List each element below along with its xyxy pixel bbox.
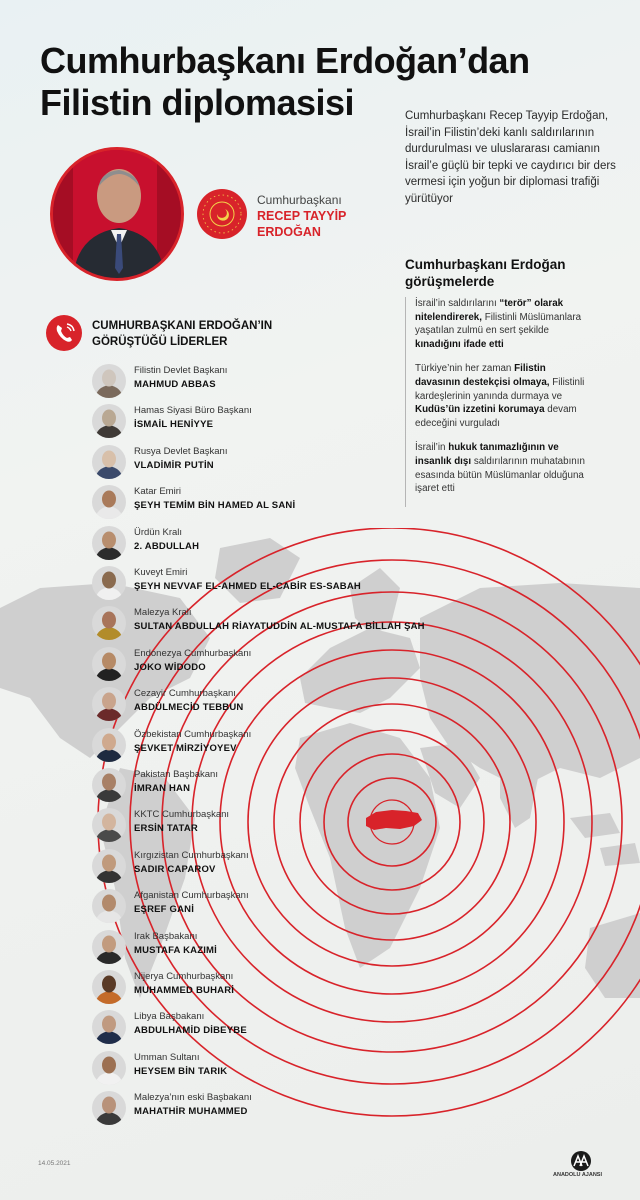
leader-name: ABDULHAMİD DİBEYBE — [134, 1025, 247, 1037]
leader-row — [0, 604, 500, 644]
leader-row — [0, 564, 500, 604]
talk-2-e: devam edeceğini vurguladı — [415, 404, 577, 429]
talk-2-c: Filistinli kardeşlerinin yanında durmaya ve — [415, 376, 585, 402]
leader-name: MAHMUD ABBAS — [134, 379, 216, 390]
talk-1-d: kınadığını ifade etti — [415, 338, 504, 350]
leader-avatar — [92, 1010, 126, 1044]
leaders-heading — [92, 318, 312, 350]
leader-role: Nijerya Cumhurbaşkanı — [134, 971, 234, 982]
leader-name: 2. ABDULLAH — [134, 540, 200, 552]
erdogan-portrait — [50, 147, 184, 281]
talk-1-a: İsrail’in saldırılarını — [415, 298, 500, 309]
leader-avatar — [92, 364, 126, 398]
leader-role: Filistin Devlet Başkanı — [134, 365, 228, 376]
leader-row — [0, 806, 500, 846]
leader-role: Katar Emiri — [134, 486, 181, 498]
leader-avatar — [92, 768, 126, 802]
leader-avatar — [92, 606, 126, 640]
leader-avatar — [92, 687, 126, 721]
talks-heading: Cumhurbaşkanı Erdoğan görüşmelerde — [405, 257, 566, 289]
leader-role: Ürdün Kralı — [134, 526, 183, 538]
leader-avatar — [92, 485, 126, 519]
leader-avatar — [92, 566, 126, 600]
leader-row — [0, 726, 500, 766]
agency-logo-icon — [563, 1150, 599, 1172]
leader-avatar — [92, 526, 126, 560]
seal-subtitle: Cumhurbaşkanı — [257, 193, 342, 207]
leader-role: Pakistan Başbakanı — [134, 769, 218, 780]
talk-2-d: Kudüs’ün izzetini korumaya — [415, 404, 545, 416]
leaders-heading-line-2: GÖRÜŞTÜĞÜ LİDERLER — [92, 336, 228, 348]
leader-name: MUHAMMED BUHARİ — [134, 985, 235, 996]
leader-role: KKTC Cumhurbaşkanı — [134, 809, 230, 821]
leader-row — [0, 524, 500, 564]
talk-2-b: Filistin davasının destekçisi olmaya, — [415, 363, 550, 388]
leader-name: EŞREF GANİ — [134, 904, 195, 916]
talk-3-c: saldırılarının muhatabının esasında bütün Müslümanlar olduğuna işaret etti — [415, 455, 585, 495]
leader-avatar — [92, 1051, 126, 1085]
leader-role: Kırgızistan Cumhurbaşkanı — [134, 849, 249, 861]
leader-name: ŞEVKET MİRZİYOYEV — [134, 742, 237, 754]
leader-row — [0, 1049, 500, 1089]
leader-row — [0, 362, 500, 402]
leader-avatar — [92, 930, 126, 964]
leader-role: Kuveyt Emiri — [134, 567, 188, 578]
date-stamp: 14.05.2021 — [38, 1160, 71, 1167]
leader-row — [0, 483, 500, 523]
talk-point-1 — [415, 297, 593, 351]
leader-role: Cezayir Cumhurbaşkanı — [134, 688, 236, 700]
leader-name: ŞEYH TEMİM BİN HAMED AL SANİ — [134, 500, 296, 512]
leader-row — [0, 847, 500, 887]
leader-name: ŞEYH NEVVAF EL-AHMED EL-CABİR ES-SABAH — [134, 581, 361, 592]
leader-name: İMRAN HAN — [134, 783, 191, 794]
talk-3-b: hukuk tanımazlığının ve insanlık dışı — [415, 442, 559, 467]
leader-role: Afganistan Cumhurbaşkanı — [134, 890, 249, 902]
leader-row — [0, 968, 500, 1008]
leader-row — [0, 402, 500, 442]
leader-avatar — [92, 889, 126, 923]
leader-role: Malezya Kralı — [134, 607, 192, 619]
leader-name: ABDÜLMECİD TEBBUN — [134, 702, 244, 714]
seal-name — [257, 208, 346, 240]
portrait-image — [53, 150, 181, 278]
leader-row — [0, 887, 500, 927]
leader-role: Umman Sultanı — [134, 1051, 200, 1063]
leader-avatar — [92, 647, 126, 681]
talk-1-c: Filistinli Müslümanlara yaşatılan zulmü en sert şekilde — [415, 311, 582, 337]
leader-avatar — [92, 849, 126, 883]
leader-name: VLADİMİR PUTİN — [134, 459, 214, 471]
intro-text: Cumhurbaşkanı Recep Tayyip Erdoğan, İsrail’in Filistin’deki kanlı saldırılarının durdurulması ve uluslararası camianın İsrail’e güçlü bir tepki ve caydırıcı bir ders vermesi için yoğun bir diplomasi trafiği yürütüyor — [405, 110, 616, 205]
leader-row — [0, 443, 500, 483]
leader-avatar — [92, 808, 126, 842]
leader-row — [0, 928, 500, 968]
leader-name: MAHATHİR MUHAMMED — [134, 1106, 248, 1118]
leader-row — [0, 685, 500, 725]
leader-avatar — [92, 404, 126, 438]
phone-icon — [46, 315, 82, 351]
talk-3-a: İsrail’in — [415, 442, 449, 454]
agency-name: ANADOLU AJANSI — [553, 1172, 602, 1178]
leader-name: SADIR CAPAROV — [134, 863, 216, 875]
leader-name: İSMAİL HENİYYE — [134, 419, 214, 431]
talk-1-b: “terör” olarak nitelendirerek, — [415, 298, 564, 323]
leader-name: JOKO WİDODO — [134, 661, 206, 673]
leader-name: ERSİN TATAR — [134, 823, 198, 835]
leaders-heading-line-1: CUMHURBAŞKANI ERDOĞAN’IN — [92, 320, 273, 332]
leader-role: Endonezya Cumhurbaşkanı — [134, 647, 252, 659]
leader-role: Özbekistan Cumhurbaşkanı — [134, 728, 252, 740]
leader-role: Irak Başbakanı — [134, 930, 198, 942]
leader-role: Hamas Siyasi Büro Başkanı — [134, 405, 252, 417]
leader-role: Libya Başbakanı — [134, 1011, 205, 1023]
seal-name-line-1: RECEP TAYYİP — [257, 209, 347, 223]
title-line-1: Cumhurbaşkanı Erdoğan’dan — [40, 40, 530, 81]
presidential-seal-icon — [196, 188, 248, 240]
leader-role: Malezya’nın eski Başbakanı — [134, 1092, 252, 1104]
leader-row — [0, 766, 500, 806]
title-line-2: Filistin diplomasisi — [40, 82, 355, 123]
leader-row — [0, 1089, 500, 1129]
leader-avatar — [92, 728, 126, 762]
leader-name: SULTAN ABDULLAH RİAYATUDDİN AL-MUSTAFA BİLLAH ŞAH — [134, 621, 425, 633]
leader-role: Rusya Devlet Başkanı — [134, 445, 228, 457]
seal-name-line-2: ERDOĞAN — [257, 225, 321, 239]
leader-row — [0, 645, 500, 685]
leader-name: MUSTAFA KAZIMİ — [134, 944, 218, 956]
leader-avatar — [92, 445, 126, 479]
talk-2-a: Türkiye’nin her zaman — [415, 363, 515, 375]
leader-row — [0, 1008, 500, 1048]
leader-avatar — [92, 970, 126, 1004]
leader-avatar — [92, 1091, 126, 1125]
leader-name: HEYSEM BİN TARIK — [134, 1065, 228, 1077]
